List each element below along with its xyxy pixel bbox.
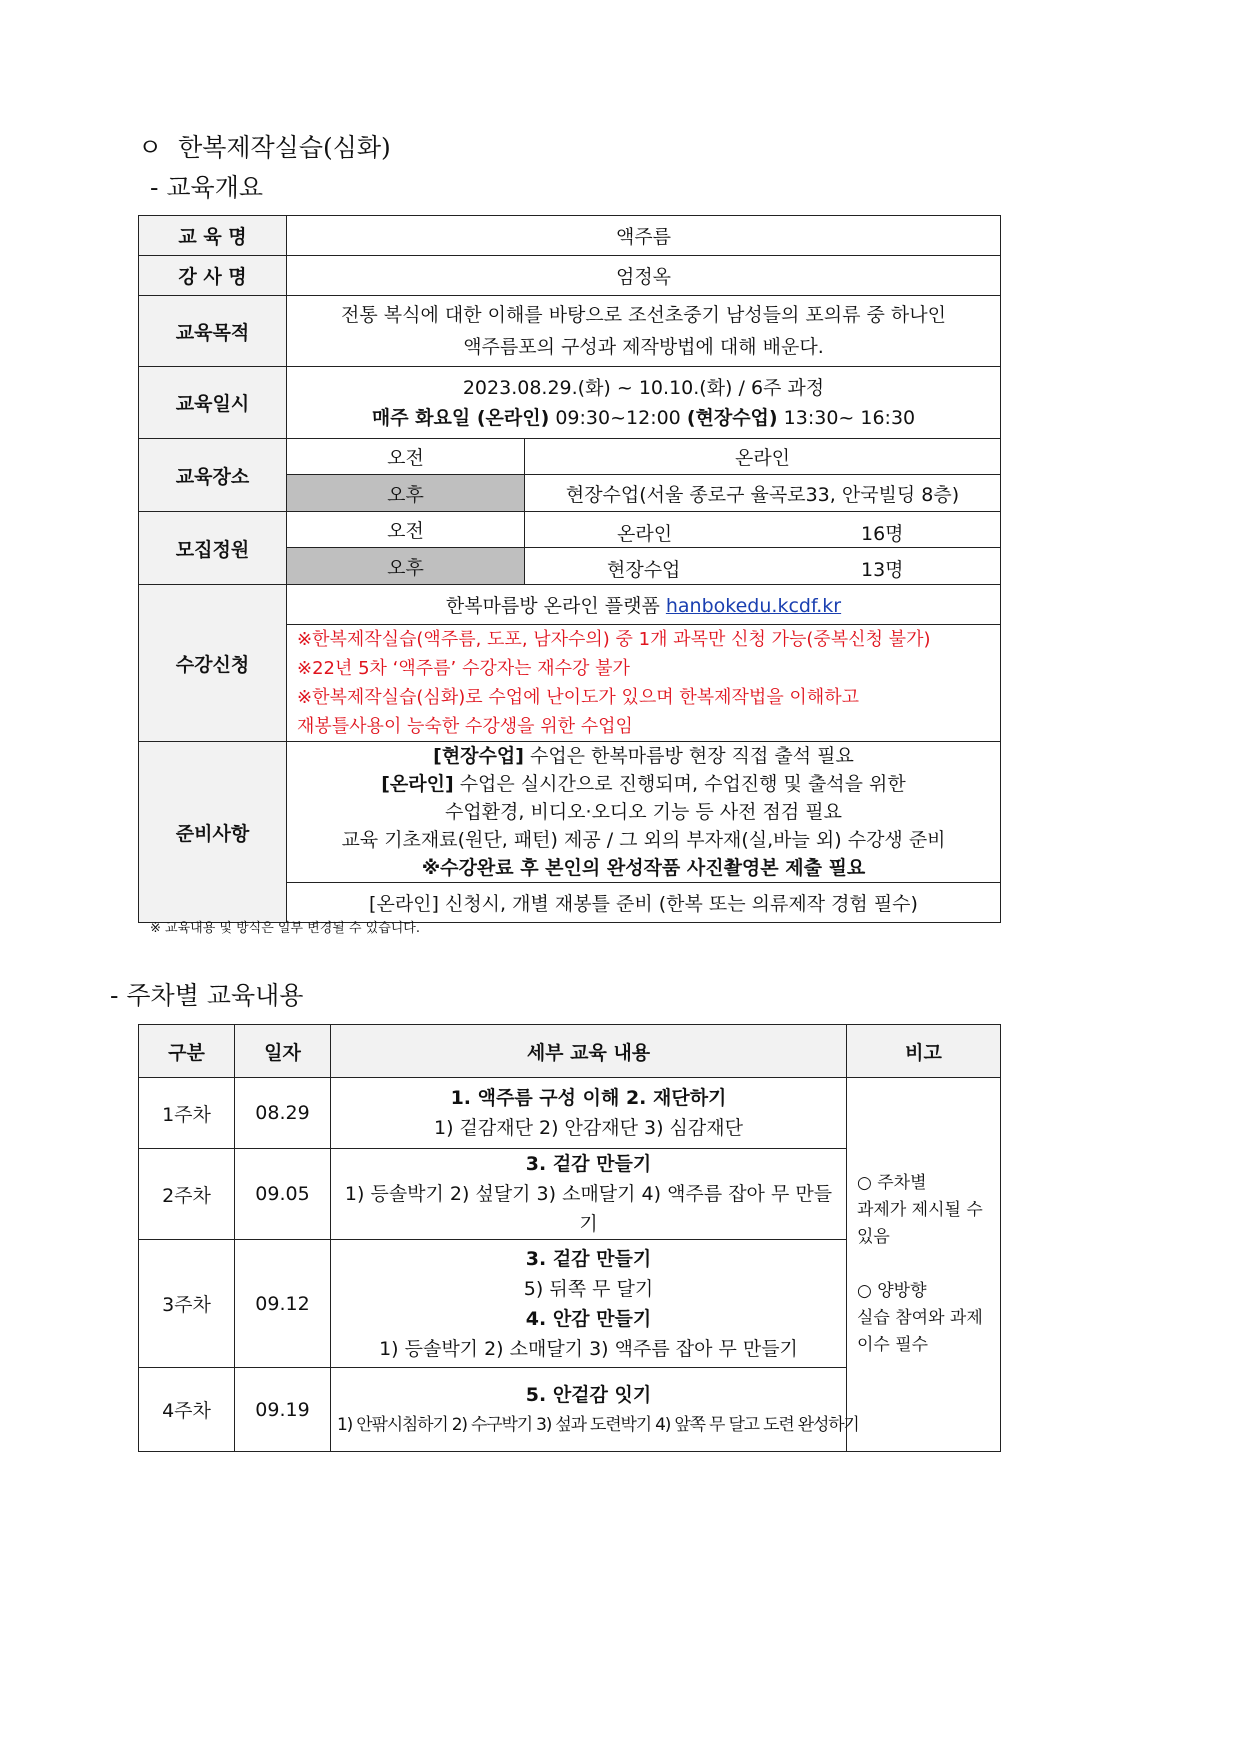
cap-am-value <box>525 512 1001 548</box>
prep-online-text: 수업은 실시간으로 진행되며, 수업진행 및 출석을 위한 <box>453 773 906 795</box>
overview-table <box>138 215 1001 923</box>
capacity-label: 모집정원 <box>139 512 287 585</box>
prep-line: 교육 기초재료(원단, 패턴) 제공 / 그 외의 부자재(실,바늘 외) 수강생 준비 <box>341 829 946 851</box>
content-title: 1. 액주름 구성 이해 2. 재단하기 <box>450 1087 727 1109</box>
apply-notes <box>287 625 1001 742</box>
content-cell <box>331 1078 847 1149</box>
content-detail: 5) 뒤쪽 무 달기 <box>523 1277 654 1300</box>
date-cell: 09.19 <box>235 1368 331 1452</box>
cap-am-count: 16명 <box>861 523 904 545</box>
instructor-label: 강 사 명 <box>139 256 287 296</box>
schedule <box>287 367 1001 439</box>
schedule-offline-time: 13:30~ 16:30 <box>777 406 916 429</box>
week-cell: 3주차 <box>139 1240 235 1368</box>
remark-line: 과제가 제시될 수 <box>857 1200 983 1220</box>
date-cell: 08.29 <box>235 1078 331 1149</box>
cap-pm-type: 현장수업 <box>607 559 681 581</box>
cap-am-type: 온라인 <box>617 523 673 545</box>
date-cell: 09.05 <box>235 1149 331 1240</box>
schedule-label: 교육일시 <box>139 367 287 439</box>
remark-line: ○ 양방향 <box>857 1281 927 1301</box>
header-week: 구분 <box>139 1025 235 1078</box>
purpose-line: 전통 복식에 대한 이해를 바탕으로 조선초중기 남성들의 포의류 중 하나인 <box>341 304 946 326</box>
apply-label: 수강신청 <box>139 585 287 742</box>
remark-line: 이수 필수 <box>857 1335 929 1355</box>
overview-heading: - 교육개요 <box>150 173 263 202</box>
purpose-label: 교육목적 <box>139 296 287 367</box>
apply-platform <box>287 585 1001 625</box>
content-cell <box>331 1368 859 1452</box>
cap-pm: 오후 <box>287 548 525 585</box>
cap-pm-count: 13명 <box>861 559 904 581</box>
course-name: 액주름 <box>287 216 1001 256</box>
remark-cell <box>847 1078 1001 1452</box>
content-title: 3. 겉감 만들기 <box>525 1153 652 1175</box>
apply-note: ※한복제작실습(액주름, 도포, 남자수의) 중 1개 과목만 신청 가능(중복신청 불가) <box>297 629 931 650</box>
venue-am: 오전 <box>287 439 525 475</box>
schedule-line: 2023.08.29.(화) ~ 10.10.(화) / 6주 과정 <box>462 376 825 399</box>
section-title <box>138 128 391 164</box>
schedule-online-time: 09:30~12:00 <box>549 406 687 429</box>
purpose <box>287 296 1001 367</box>
prep-line <box>293 742 994 770</box>
content-detail: 1) 등솔박기 2) 소매달기 3) 액주름 잡아 무 만들기 <box>379 1337 798 1360</box>
prep-onsite: [현장수업] <box>433 745 524 767</box>
content-detail: 1) 겉감재단 2) 안감재단 3) 심감재단 <box>434 1117 743 1139</box>
week-cell: 1주차 <box>139 1078 235 1149</box>
content-title: 5. 안겉감 잇기 <box>525 1383 652 1406</box>
date-cell: 09.12 <box>235 1240 331 1368</box>
venue-pm-value: 현장수업(서울 종로구 율곡로33, 안국빌딩 8층) <box>525 475 1001 512</box>
remark-line: ○ 주차별 <box>857 1173 927 1193</box>
header-date: 일자 <box>235 1025 331 1078</box>
venue-pm: 오후 <box>287 475 525 512</box>
content-detail: 1) 안팎시침하기 2) 수구박기 3) 섶과 도련박기 4) 앞쪽 무 달고 도련 완성하기 <box>337 1414 859 1435</box>
prep <box>287 742 1001 883</box>
content-cell <box>331 1149 847 1240</box>
remark-line: 실습 참여와 과제 <box>857 1308 983 1328</box>
week-cell: 2주차 <box>139 1149 235 1240</box>
cap-pm-value <box>525 548 1001 585</box>
content-cell <box>331 1240 847 1368</box>
purpose-line: 액주름포의 구성과 제작방법에 대해 배운다. <box>463 336 824 358</box>
apply-link[interactable]: hanbokedu.kcdf.kr <box>665 595 842 617</box>
instructor: 엄정옥 <box>287 256 1001 296</box>
weekly-heading: - 주차별 교육내용 <box>110 981 304 1010</box>
week-cell: 4주차 <box>139 1368 235 1452</box>
remark-line: 있음 <box>857 1227 890 1247</box>
header-remark: 비고 <box>847 1025 1001 1078</box>
schedule-line <box>293 403 994 433</box>
venue-label: 교육장소 <box>139 439 287 512</box>
title-text: 한복제작실습(심화) <box>178 133 391 162</box>
prep-sewing: [온라인] 신청시, 개별 재봉틀 준비 (한복 또는 의류제작 경험 필수) <box>287 883 1001 923</box>
prep-label: 준비사항 <box>139 742 287 923</box>
content-title: 3. 겉감 만들기 <box>525 1247 652 1270</box>
footnote: ※ 교육내용 및 방식은 일부 변경될 수 있습니다. <box>150 921 420 936</box>
apply-note: 재봉틀사용이 능숙한 수강생을 위한 수업임 <box>297 716 633 737</box>
schedule-online: 매주 화요일 (온라인) <box>371 406 550 429</box>
prep-line <box>293 770 994 798</box>
apply-platform-text: 한복마름방 온라인 플랫폼 <box>445 595 666 617</box>
apply-note: ※22년 5차 ‘액주름’ 수강자는 재수강 불가 <box>297 658 630 679</box>
bullet: ㅇ <box>138 133 163 162</box>
weekly-table <box>138 1024 1001 1452</box>
prep-line: ※수강완료 후 본인의 완성작품 사진촬영본 제출 필요 <box>421 857 866 879</box>
venue-am-value: 온라인 <box>525 439 1001 475</box>
prep-online: [온라인] <box>381 773 454 795</box>
cap-am: 오전 <box>287 512 525 548</box>
header-content: 세부 교육 내용 <box>331 1025 847 1078</box>
prep-onsite-text: 수업은 한복마름방 현장 직접 출석 필요 <box>523 745 854 767</box>
apply-note: ※한복제작실습(심화)로 수업에 난이도가 있으며 한복제작법을 이해하고 <box>297 687 859 708</box>
content-detail: 1) 등솔박기 2) 섶달기 3) 소매달기 4) 액주름 잡아 무 만들기 <box>344 1183 833 1235</box>
course-name-label: 교 육 명 <box>139 216 287 256</box>
content-title: 4. 안감 만들기 <box>525 1307 652 1330</box>
prep-line: 수업환경, 비디오·오디오 기능 등 사전 점검 필요 <box>444 801 843 823</box>
schedule-offline: (현장수업) <box>686 406 778 429</box>
